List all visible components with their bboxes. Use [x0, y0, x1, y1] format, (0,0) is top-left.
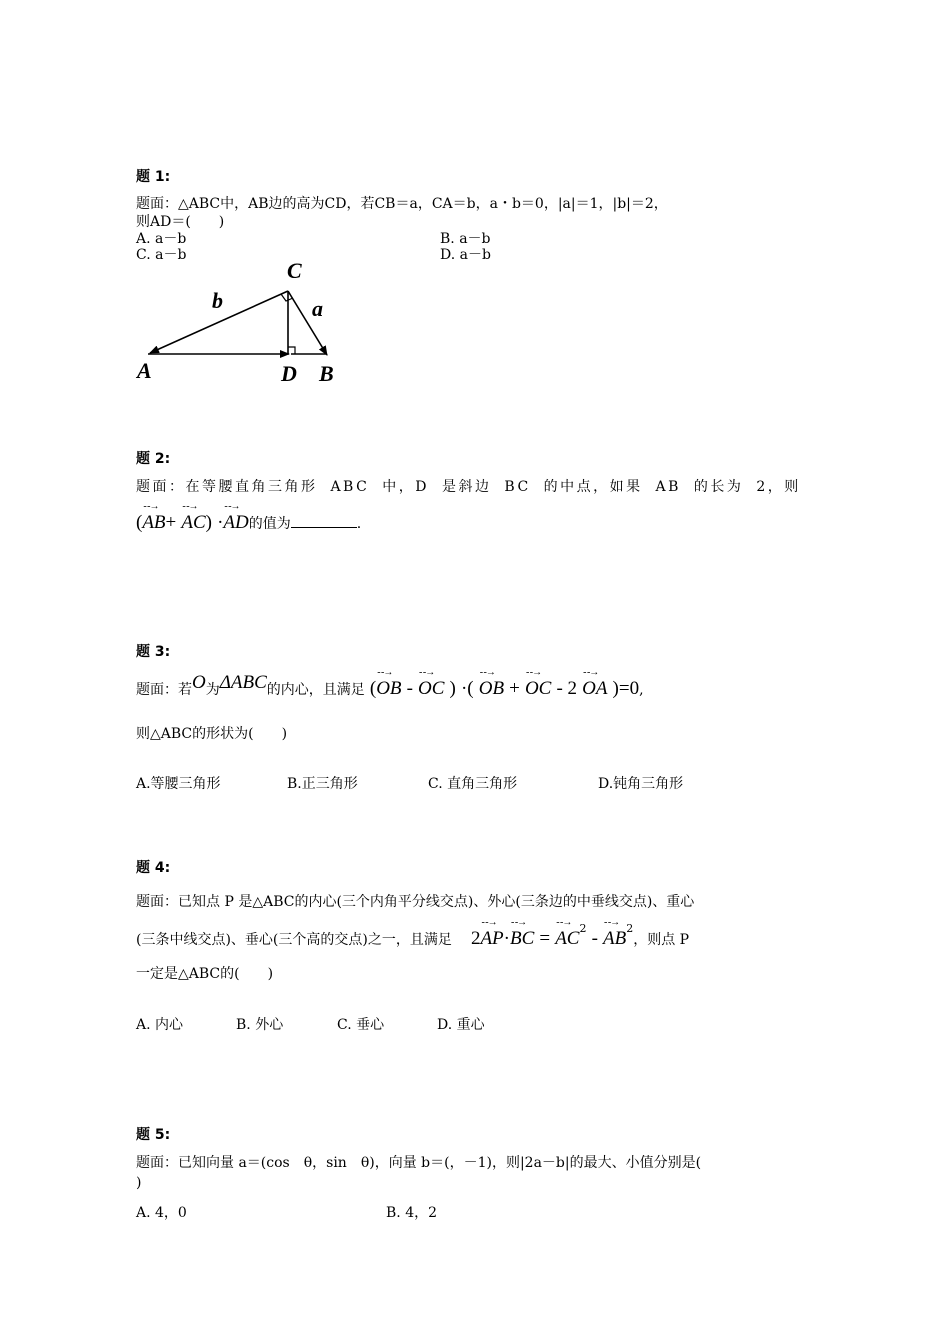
q2-period: .	[356, 516, 362, 532]
q5-stem-line1: 题面：已知向量 a＝(cos θ，sin θ)，向量 b＝(，－1)，则|2a－b|的最大、小值分别是(	[136, 1155, 702, 1171]
q3-paren-3: (	[467, 678, 474, 699]
q4-stem-line1: 题面：已知点 P 是△ABC的内心(三个内角平分线交点)、外心(三条边的中垂线交点)、重心	[136, 894, 695, 910]
q4-dot: ·	[503, 928, 510, 949]
q4-title: 题 4:	[136, 860, 171, 876]
q3-option-b: B.正三角形	[287, 776, 358, 792]
q2-paren-close: )	[205, 512, 212, 533]
q2-answer-blank	[291, 515, 357, 528]
q3-stem-line1	[136, 672, 644, 700]
q3-option-d: D.钝角三角形	[598, 776, 684, 792]
right-angle-d-mark	[288, 347, 295, 354]
q3-stem-a: 题面：若	[136, 682, 192, 698]
q3-paren-1: (	[369, 678, 377, 699]
q3-vector-oa: - -→ OA	[582, 678, 607, 700]
label-d: D	[281, 361, 297, 386]
q1-stem-line1: 题面：△ABC中，AB边的高为CD，若CB＝a，CA＝b，a・b＝0，|a|＝1，|b|＝2，	[136, 196, 668, 212]
q3-stem-b: 的内心，且满足	[266, 682, 365, 698]
q1-option-d: D. a－b	[440, 247, 491, 263]
q3-title: 题 3:	[136, 644, 171, 660]
q2-stem-line1: 题面：在等腰直角三角形 ABC 中，D 是斜边 BC 的中点，如果 AB 的长为 2，则	[136, 479, 801, 495]
q2-expression-line	[136, 512, 361, 534]
q3-triangle: ΔABC	[219, 672, 267, 693]
q3-paren-2: )	[449, 678, 456, 699]
q3-point-o: O	[192, 672, 206, 693]
label-b: b	[212, 288, 223, 313]
label-a-vertex: A	[137, 358, 152, 383]
q3-vector-oc-1: - -→ OC	[418, 678, 444, 700]
q3-comma: ,	[639, 682, 644, 698]
q2-plus: +	[165, 512, 177, 533]
q2-vector-ab: - -→ AB	[142, 512, 165, 534]
q1-title: 题 1:	[136, 169, 171, 185]
q3-dot: ·	[460, 678, 468, 699]
q3-option-a: A.等腰三角形	[136, 776, 221, 792]
q1-triangle-figure	[130, 255, 350, 390]
q3-option-c: C. 直角三角形	[428, 776, 518, 792]
label-a: a	[312, 296, 323, 321]
q4-minus: -	[591, 928, 598, 949]
q4-square-2: 2	[626, 922, 634, 935]
q4-option-d: D. 重心	[437, 1017, 485, 1033]
q4-equals: =	[539, 928, 551, 949]
q3-vector-ob-1: - -→ OB	[376, 678, 401, 700]
q3-vector-oc-2: - -→ OC	[525, 678, 551, 700]
q4-stem-line2-a: (三条中线交点)、垂心(三个高的交点)之一，且满足	[136, 932, 452, 948]
q5-stem-line2: )	[136, 1175, 142, 1191]
q1-option-b: B. a－b	[440, 231, 491, 247]
q3-equals-zero: =0	[618, 678, 640, 699]
q3-plus: +	[509, 678, 520, 699]
q3-wei: 为	[205, 682, 220, 698]
q4-coefficient-2: 2	[470, 928, 481, 949]
q1-stem-line2: 则AD＝( )	[136, 214, 225, 230]
q2-dot: ·	[217, 512, 224, 533]
q3-minus-2: - 2	[556, 678, 578, 699]
q3-minus-1: -	[406, 678, 413, 699]
q5-option-a: A. 4，0	[136, 1205, 187, 1221]
q4-option-b: B. 外心	[236, 1017, 284, 1033]
q3-vector-ob-2: - -→ OB	[479, 678, 504, 700]
q1-option-c: C. a－b	[136, 247, 187, 263]
q3-paren-4: )	[612, 678, 619, 699]
q4-stem-line3: 一定是△ABC的( )	[136, 966, 274, 982]
q4-vector-ab: - -→ AB	[603, 928, 626, 950]
q5-title: 题 5:	[136, 1127, 171, 1143]
q4-vector-bc: - -→ BC	[510, 928, 534, 950]
q1-option-a: A. a－b	[136, 231, 187, 247]
q2-vector-ad: - -→ AD	[223, 512, 248, 534]
q5-option-b: B. 4，2	[386, 1205, 438, 1221]
label-b-vertex: B	[319, 361, 334, 386]
q4-vector-ap: - -→ AP	[480, 928, 503, 950]
q4-stem-line2	[136, 922, 689, 950]
q4-vector-ac: - -→ AC	[555, 928, 579, 950]
q4-option-c: C. 垂心	[337, 1017, 385, 1033]
q4-square-1: 2	[579, 922, 587, 935]
q4-option-a: A. 内心	[136, 1017, 184, 1033]
q4-stem-line2-b: ，则点 P	[633, 932, 690, 948]
label-c: C	[287, 258, 302, 283]
q2-vector-ac: - -→ AC	[181, 512, 205, 534]
q2-stem-tail: 的值为	[248, 516, 291, 532]
q2-paren-open: (	[136, 512, 143, 533]
q3-stem-line2: 则△ABC的形状为( )	[136, 726, 288, 742]
q2-title: 题 2:	[136, 451, 171, 467]
